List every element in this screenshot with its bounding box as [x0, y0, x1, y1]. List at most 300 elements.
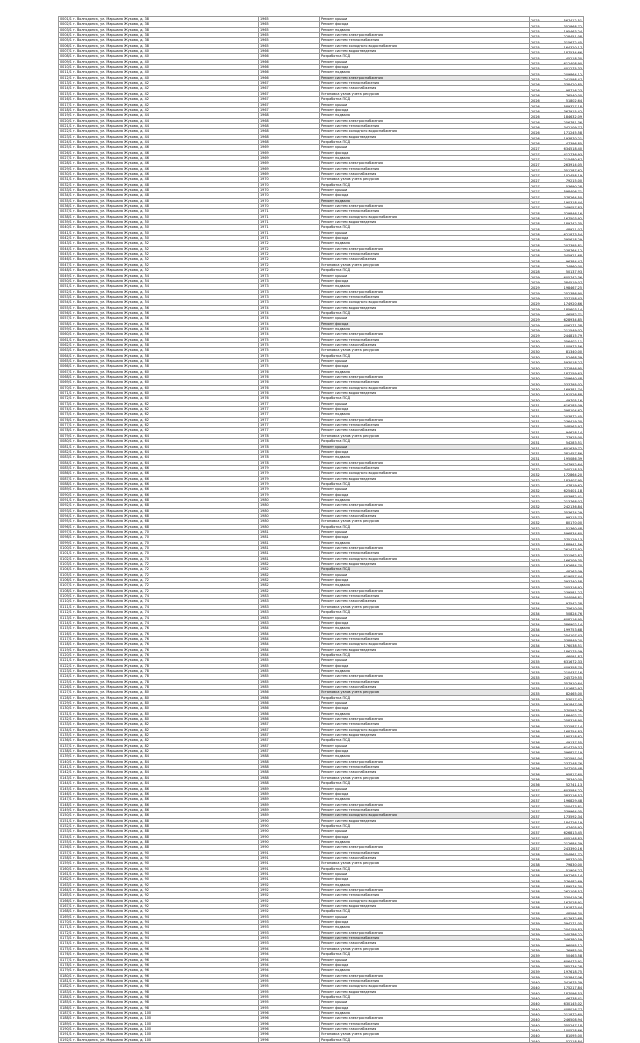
- address-cell: 0001/1 г. Волгодонск, ул. Маршала Жукова, д. 38: [59, 17, 259, 22]
- year-built-cell: 1975: [259, 359, 320, 364]
- plan-year: 2029: [531, 297, 540, 300]
- work-type-cell: Ремонт фасада: [320, 706, 530, 711]
- year-built-cell: 1979: [259, 492, 320, 497]
- work-type-cell: Ремонт фасада: [320, 107, 530, 112]
- work-type-cell: Ремонт крыши: [320, 359, 530, 364]
- address-cell: 0051/1 г. Волгодонск, ул. Маршала Жукова, д. 54: [59, 284, 259, 289]
- work-type-cell: Ремонт подвала: [320, 968, 530, 973]
- year-built-cell: 1966: [259, 49, 320, 54]
- plan-year: 2029: [531, 329, 540, 332]
- year-built-cell: 1974: [259, 326, 320, 331]
- work-type-cell: Ремонт систем электроснабжения: [320, 546, 530, 551]
- year-built-cell: 1965: [259, 17, 320, 22]
- cost-value: 210437,16: [563, 671, 582, 674]
- plan-year: 2032: [531, 473, 540, 477]
- cost-value: 589327,18: [563, 104, 582, 108]
- plan-year: 2026: [531, 131, 540, 135]
- cost-value: 398104,62: [563, 409, 582, 412]
- work-type-cell: Установка узлов учета ресурсов: [320, 348, 530, 353]
- year-built-cell: 1968: [259, 129, 320, 134]
- year-built-cell: 1974: [259, 310, 320, 315]
- address-cell: 0159/1 г. Волгодонск, ул. Маршала Жукова, д. 90: [59, 861, 259, 866]
- year-built-cell: 1984: [259, 626, 320, 631]
- year-built-cell: 1985: [259, 668, 320, 673]
- year-built-cell: 1993: [259, 936, 320, 941]
- cost-value: 80170,00: [565, 521, 582, 525]
- plan-year: 2030: [531, 382, 540, 386]
- work-type-cell: Ремонт крыши: [320, 59, 530, 64]
- plan-year: 2033: [531, 553, 540, 557]
- address-cell: 0160/1 г. Волгодонск, ул. Маршала Жукова, д. 90: [59, 866, 259, 871]
- address-cell: 0019/1 г. Волгодонск, ул. Маршала Жукова, д. 44: [59, 113, 259, 118]
- address-cell: 0128/1 г. Волгодонск, ул. Маршала Жукова, д. 80: [59, 695, 259, 700]
- cost-value: 211549,02: [563, 329, 582, 332]
- year-built-cell: 1975: [259, 337, 320, 342]
- work-type-cell: Ремонт фасада: [320, 877, 530, 882]
- address-cell: 0093/1 г. Волгодонск, ул. Маршала Жукова, д. 68: [59, 508, 259, 513]
- work-type-cell: Ремонт систем теплоснабжения: [320, 978, 530, 983]
- work-type-cell: Ремонт систем газоснабжения: [320, 86, 530, 91]
- work-type-cell: Ремонт фасада: [320, 1005, 530, 1010]
- cost-value: 244815,79: [563, 334, 582, 338]
- plan-year: 2026: [531, 104, 540, 108]
- cost-value: 408016,77: [563, 1007, 582, 1011]
- year-built-cell: 1977: [259, 428, 320, 433]
- plan-year: 2038: [531, 879, 540, 883]
- year-built-cell: 1973: [259, 278, 320, 283]
- cost-value: 49705,16: [565, 398, 582, 402]
- year-built-cell: 1967: [259, 97, 320, 102]
- cost-value: 338849,20: [563, 639, 582, 642]
- work-type-cell: Ремонт подвала: [320, 1010, 530, 1015]
- address-cell: 0080/1 г. Волгодонск, ул. Маршала Жукова, д. 64: [59, 439, 259, 444]
- year-built-cell: 1987: [259, 722, 320, 727]
- address-cell: 0022/1 г. Волгодонск, ул. Маршала Жукова, д. 44: [59, 129, 259, 134]
- address-cell: 0004/1 г. Волгодонск, ул. Маршала Жукова, д. 38: [59, 33, 259, 38]
- work-type-cell: Ремонт систем теплоснабжения: [320, 38, 530, 43]
- work-type-cell: Ремонт систем теплоснабжения: [320, 252, 530, 257]
- plan-year: 2029: [531, 307, 540, 311]
- cost-value: 172864,20: [563, 473, 582, 477]
- plan-year: 2032: [531, 500, 540, 503]
- work-type-cell: Ремонт подвала: [320, 284, 530, 289]
- address-cell: 0137/1 г. Волгодонск, ул. Маршала Жукова, д. 82: [59, 743, 259, 748]
- address-cell: 0046/1 г. Волгодонск, ул. Маршала Жукова, д. 52: [59, 257, 259, 262]
- work-type-cell: Ремонт систем теплоснабжения: [320, 594, 530, 599]
- year-built-cell: 1978: [259, 455, 320, 460]
- plan-year: 2036: [531, 745, 540, 749]
- cost-value: 403982,41: [563, 494, 582, 498]
- work-type-cell: Разработка ПСД: [320, 781, 530, 786]
- year-built-cell: 1989: [259, 813, 320, 818]
- work-type-cell: Ремонт подвала: [320, 583, 530, 588]
- work-type-cell: Ремонт систем электроснабжения: [320, 503, 530, 508]
- year-built-cell: 1984: [259, 647, 320, 652]
- cost-value: 332587,14: [563, 724, 582, 728]
- plan-year: 2037: [531, 847, 540, 851]
- plan-year: 2032: [531, 494, 540, 498]
- address-cell: 0158/1 г. Волгодонск, ул. Маршала Жукова, д. 90: [59, 855, 259, 860]
- plan-year: 2033: [531, 537, 540, 541]
- work-type-cell: Ремонт подвала: [320, 369, 530, 374]
- year-built-cell: 1989: [259, 807, 320, 812]
- address-cell: 0151/1 г. Волгодонск, ул. Маршала Жукова, д. 88: [59, 818, 259, 823]
- address-cell: 0048/1 г. Волгодонск, ул. Маршала Жукова, д. 52: [59, 268, 259, 273]
- address-cell: 0086/1 г. Волгодонск, ул. Маршала Жукова, д. 66: [59, 471, 259, 476]
- address-cell: 0055/1 г. Волгодонск, ул. Маршала Жукова, д. 56: [59, 305, 259, 310]
- address-cell: 0180/1 г. Волгодонск, ул. Маршала Жукова, д. 96: [59, 973, 259, 978]
- address-cell: 0079/1 г. Волгодонск, ул. Маршала Жукова, д. 64: [59, 433, 259, 438]
- work-type-cell: Разработка ПСД: [320, 396, 530, 401]
- plan-year: 2028: [531, 254, 540, 257]
- cost-value: 171245,58: [563, 131, 582, 135]
- plan-year: 2036: [531, 729, 540, 733]
- address-cell: 0176/1 г. Волгодонск, ул. Маршала Жукова, д. 96: [59, 952, 259, 957]
- year-built-cell: 1969: [259, 171, 320, 176]
- plan-year: 2038: [531, 906, 540, 909]
- cost-value: 603584,22: [563, 788, 582, 792]
- cost-value: 189742,35: [563, 222, 582, 225]
- address-cell: 0116/1 г. Волгодонск, ул. Маршала Жукова, д. 76: [59, 631, 259, 636]
- year-built-cell: 1969: [259, 145, 320, 150]
- cost-value: 98370,05: [565, 858, 582, 861]
- address-cell: 0140/1 г. Волгодонск, ул. Маршала Жукова, д. 84: [59, 759, 259, 764]
- plan-year: 2027: [531, 190, 540, 193]
- work-type-cell: Ремонт систем теплоснабжения: [320, 81, 530, 86]
- address-cell: 0188/1 г. Волгодонск, ул. Маршала Жукова, д. 100: [59, 1016, 259, 1021]
- plan-year: 2028: [531, 264, 540, 268]
- cost-value: 76985,00: [565, 948, 582, 952]
- cost-value: 188941,56: [563, 542, 582, 546]
- plan-year: 2038: [531, 863, 540, 867]
- plan-year: 2040: [531, 1007, 540, 1011]
- table-body: [59, 17, 584, 1043]
- year-built-cell: 1970: [259, 193, 320, 198]
- work-type-cell: Ремонт систем газоснабжения: [320, 171, 530, 176]
- year-built-cell: 1986: [259, 701, 320, 706]
- address-cell: 0111/1 г. Волгодонск, ул. Маршала Жукова, д. 74: [59, 604, 259, 609]
- cost-value: 263914,05: [563, 163, 582, 167]
- address-cell: 0171/1 г. Волгодонск, ул. Маршала Жукова, д. 94: [59, 925, 259, 930]
- plan-year: 2031: [531, 403, 540, 407]
- plan-year: 2029: [531, 286, 540, 290]
- year-built-cell: 1976: [259, 369, 320, 374]
- year-built-cell: 1989: [259, 791, 320, 796]
- cost-value: 102458,19: [563, 174, 582, 177]
- plan-year: 2029: [531, 323, 540, 327]
- address-cell: 0167/1 г. Волгодонск, ул. Маршала Жукова, д. 92: [59, 904, 259, 909]
- year-built-cell: 1982: [259, 588, 320, 593]
- address-cell: 0114/1 г. Волгодонск, ул. Маршала Жукова, д. 74: [59, 620, 259, 625]
- plan-year: 2037: [531, 788, 540, 792]
- work-type-cell: Ремонт фасада: [320, 620, 530, 625]
- plan-year: 2029: [531, 291, 540, 295]
- year-built-cell: 1968: [259, 118, 320, 123]
- address-cell: 0170/1 г. Волгодонск, ул. Маршала Жукова, д. 94: [59, 920, 259, 925]
- address-cell: 0131/1 г. Волгодонск, ул. Маршала Жукова, д. 80: [59, 711, 259, 716]
- year-built-cell: 1974: [259, 316, 320, 321]
- address-cell: 0125/1 г. Волгодонск, ул. Маршала Жукова, д. 78: [59, 679, 259, 684]
- address-cell: 0092/1 г. Волгодонск, ул. Маршала Жукова, д. 68: [59, 503, 259, 508]
- cost-value: 195086,39: [563, 457, 582, 461]
- address-cell: 0063/1 г. Волгодонск, ул. Маршала Жукова, д. 58: [59, 348, 259, 353]
- address-cell: 0108/1 г. Волгодонск, ул. Маршала Жукова, д. 72: [59, 588, 259, 593]
- address-cell: 0097/1 г. Волгодонск, ул. Маршала Жукова, д. 70: [59, 530, 259, 535]
- work-type-cell: Ремонт фасада: [320, 578, 530, 583]
- work-type-cell: Ремонт систем электроснабжения: [320, 118, 530, 123]
- plan-year: 2034: [531, 649, 540, 653]
- cost-value: 395618,29: [563, 238, 582, 241]
- plan-year: 2036: [531, 735, 540, 738]
- address-cell: 0168/1 г. Волгодонск, ул. Маршала Жукова, д. 92: [59, 909, 259, 914]
- cost-value: 184632,09: [563, 115, 582, 119]
- cost-value: 203872,45: [563, 414, 582, 418]
- address-cell: 0057/1 г. Волгодонск, ул. Маршала Жукова, д. 56: [59, 316, 259, 321]
- year-built-cell: 1996: [259, 1016, 320, 1021]
- cost-value: 338420,85: [563, 83, 582, 86]
- cost-value: 401275,33: [563, 67, 582, 70]
- address-cell: 0076/1 г. Волгодонск, ул. Маршала Жукова, д. 62: [59, 417, 259, 422]
- year-built-cell: 1974: [259, 305, 320, 310]
- plan-year: 2039: [531, 965, 540, 968]
- plan-year: 2040: [531, 1034, 540, 1038]
- year-built-cell: 1965: [259, 38, 320, 43]
- plan-year: 2039: [531, 975, 540, 979]
- cost-value: 249057,83: [563, 206, 582, 209]
- plan-year: 2027: [531, 163, 540, 167]
- year-built-cell: 1978: [259, 439, 320, 444]
- year-built-cell: 1965: [259, 33, 320, 38]
- year-built-cell: 1988: [259, 759, 320, 764]
- cost-value: 49137,55: [565, 740, 582, 744]
- address-cell: 0149/1 г. Волгодонск, ул. Маршала Жукова, д. 86: [59, 807, 259, 812]
- cost-value: 243390,16: [563, 847, 582, 851]
- address-cell: 0066/1 г. Волгодонск, ул. Маршала Жукова, д. 58: [59, 364, 259, 369]
- year-built-cell: 1982: [259, 572, 320, 577]
- work-type-cell: Ремонт систем электроснабжения: [320, 332, 530, 337]
- plan-year: 2025: [531, 24, 540, 28]
- cost-value: 253847,06: [563, 975, 582, 979]
- cost-value: 409358,70: [563, 665, 582, 669]
- work-type-cell: Разработка ПСД: [320, 695, 530, 700]
- work-type-cell: Разработка ПСД: [320, 567, 530, 572]
- plan-year: 2039: [531, 948, 540, 952]
- work-type-cell: Ремонт систем газоснабжения: [320, 1026, 530, 1031]
- work-type-cell: Ремонт систем водоотведения: [320, 989, 530, 994]
- work-type-cell: Установка узлов учета ресурсов: [320, 91, 530, 96]
- year-built-cell: 1991: [259, 850, 320, 855]
- plan-year: 2038: [531, 900, 540, 904]
- cost-value: 48263,09: [565, 569, 582, 573]
- address-cell: 0130/1 г. Волгодонск, ул. Маршала Жукова, д. 80: [59, 706, 259, 711]
- address-cell: 0178/1 г. Волгодонск, ул. Маршала Жукова, д. 96: [59, 962, 259, 967]
- work-type-cell: Ремонт систем электроснабжения: [320, 33, 530, 38]
- year-built-cell: 1995: [259, 1000, 320, 1005]
- year-built-cell: 1966: [259, 65, 320, 70]
- address-cell: 0106/1 г. Волгодонск, ул. Маршала Жукова, д. 72: [59, 578, 259, 583]
- address-cell: 0032/1 г. Волгодонск, ул. Маршала Жукова, д. 48: [59, 182, 259, 187]
- address-cell: 0014/1 г. Волгодонск, ул. Маршала Жукова, д. 42: [59, 86, 259, 91]
- year-built-cell: 1982: [259, 567, 320, 572]
- plan-year: 2038: [531, 890, 540, 893]
- cost-value: 209864,12: [563, 72, 582, 76]
- address-cell: 0127/1 г. Волгодонск, ул. Маршала Жукова, д. 80: [59, 690, 259, 695]
- plan-year: 2033: [531, 542, 540, 546]
- work-type-cell: Ремонт крыши: [320, 145, 530, 150]
- plan-year: 2036: [531, 740, 540, 744]
- cost-value: 241598,47: [563, 77, 582, 81]
- cost-value: 630145,02: [563, 1002, 582, 1006]
- work-type-cell: Ремонт фасада: [320, 364, 530, 369]
- plan-year: 2032: [531, 516, 540, 519]
- year-built-cell: 1985: [259, 663, 320, 668]
- work-type-cell: Ремонт фасада: [320, 65, 530, 70]
- year-built-cell: 1985: [259, 658, 320, 663]
- work-type-cell: Ремонт систем водоотведения: [320, 49, 530, 54]
- address-cell: 0150/1 г. Волгодонск, ул. Маршала Жукова, д. 86: [59, 813, 259, 818]
- plan-year: 2031: [531, 462, 540, 466]
- address-cell: 0061/1 г. Волгодонск, ул. Маршала Жукова, д. 58: [59, 337, 259, 342]
- work-type-cell: Ремонт систем теплоснабжения: [320, 123, 530, 128]
- address-cell: 0007/1 г. Волгодонск, ул. Маршала Жукова, д. 40: [59, 49, 259, 54]
- plan-year: 2039: [531, 932, 540, 936]
- year-built-cell: 1995: [259, 989, 320, 994]
- cost-value: 621873,54: [563, 232, 582, 236]
- cost-value: 211872,60: [563, 1013, 582, 1016]
- work-type-cell: Разработка ПСД: [320, 952, 530, 957]
- plan-year: 2034: [531, 596, 540, 599]
- plan-year: 2035: [531, 697, 540, 701]
- work-type-cell: Ремонт фасада: [320, 278, 530, 283]
- address-cell: 0096/1 г. Волгодонск, ул. Маршала Жукова, д. 68: [59, 524, 259, 529]
- year-built-cell: 1991: [259, 855, 320, 860]
- plan-year: 2035: [531, 703, 540, 706]
- address-cell: 0094/1 г. Волгодонск, ул. Маршала Жукова, д. 68: [59, 513, 259, 518]
- address-cell: 0145/1 г. Волгодонск, ул. Маршала Жукова, д. 86: [59, 786, 259, 791]
- plan-year: 2032: [531, 484, 540, 487]
- year-built-cell: 1973: [259, 284, 320, 289]
- work-type-cell: Ремонт крыши: [320, 444, 530, 449]
- year-built-cell: 1989: [259, 786, 320, 791]
- year-built-cell: 1993: [259, 920, 320, 925]
- address-cell: 0030/1 г. Волгодонск, ул. Маршала Жукова, д. 46: [59, 171, 259, 176]
- address-cell: 0164/1 г. Волгодонск, ул. Маршала Жукова, д. 92: [59, 888, 259, 893]
- plan-year: 2034: [531, 601, 540, 605]
- year-built-cell: 1995: [259, 984, 320, 989]
- address-cell: 0107/1 г. Волгодонск, ул. Маршала Жукова, д. 72: [59, 583, 259, 588]
- cost-value: 598406,71: [563, 190, 582, 193]
- plan-year: 2038: [531, 852, 540, 856]
- work-type-cell: Ремонт систем газоснабжения: [320, 855, 530, 860]
- address-cell: 0035/1 г. Волгодонск, ул. Маршала Жукова, д. 48: [59, 198, 259, 203]
- year-built-cell: 1978: [259, 444, 320, 449]
- year-built-cell: 1985: [259, 684, 320, 689]
- year-built-cell: 1968: [259, 113, 320, 118]
- plan-year: 2032: [531, 505, 540, 509]
- year-built-cell: 1969: [259, 161, 320, 166]
- plan-year: 2029: [531, 281, 540, 284]
- work-type-cell: Ремонт подвала: [320, 412, 530, 417]
- address-cell: 0060/1 г. Волгодонск, ул. Маршала Жукова, д. 56: [59, 332, 259, 337]
- cost-value: 199753,68: [563, 628, 582, 632]
- year-built-cell: 1977: [259, 417, 320, 422]
- address-cell: 0077/1 г. Волгодонск, ул. Маршала Жукова, д. 62: [59, 423, 259, 428]
- year-built-cell: 1977: [259, 423, 320, 428]
- work-type-cell: Ремонт крыши: [320, 829, 530, 834]
- plan-year: 2025: [531, 56, 540, 60]
- year-built-cell: 1966: [259, 59, 320, 64]
- cost-value: 185603,14: [563, 307, 582, 311]
- cost-value: 616285,09: [563, 403, 582, 407]
- plan-year: 2038: [531, 895, 540, 899]
- cost-value: 187096,53: [563, 991, 582, 995]
- address-cell: 0029/1 г. Волгодонск, ул. Маршала Жукова, д. 46: [59, 166, 259, 171]
- work-type-cell: Ремонт систем электроснабжения: [320, 460, 530, 465]
- plan-year: 2037: [531, 836, 540, 840]
- work-type-cell: Ремонт крыши: [320, 786, 530, 791]
- work-type-cell: Ремонт систем теплоснабжения: [320, 551, 530, 556]
- plan-year: 2039: [531, 954, 540, 957]
- year-built-cell: 1988: [259, 765, 320, 770]
- year-built-cell: 1986: [259, 711, 320, 716]
- plan-year: 2030: [531, 377, 540, 380]
- cost-value: 204159,83: [563, 927, 582, 931]
- cost-value: 617932,68: [563, 916, 582, 920]
- plan-year: 2031: [531, 409, 540, 412]
- year-built-cell: 1970: [259, 198, 320, 203]
- cost-value: 393740,58: [563, 580, 582, 583]
- work-type-cell: Ремонт фасада: [320, 236, 530, 241]
- year-built-cell: 1965: [259, 43, 320, 48]
- year-built-cell: 1968: [259, 123, 320, 128]
- address-cell: 0186/1 г. Волгодонск, ул. Маршала Жукова, д. 98: [59, 1005, 259, 1010]
- cost-value: 52218,84: [565, 1039, 582, 1043]
- address-cell: 0056/1 г. Волгодонск, ул. Маршала Жукова, д. 56: [59, 310, 259, 315]
- plan-year: 2030: [531, 361, 540, 364]
- plan-year: 2031: [531, 425, 540, 428]
- work-type-cell: Установка узлов учета ресурсов: [320, 433, 530, 438]
- address-cell: 0117/1 г. Волгодонск, ул. Маршала Жукова, д. 76: [59, 636, 259, 641]
- cost-value: 47396,85: [565, 142, 582, 145]
- plan-year: 2036: [531, 772, 540, 776]
- cost-value: 376482,69: [563, 879, 582, 883]
- work-type-cell: Ремонт крыши: [320, 743, 530, 748]
- cost-value: 601639,72: [563, 446, 582, 450]
- cost-value: 94628,14: [565, 430, 582, 434]
- plan-year: 2040: [531, 1018, 540, 1022]
- cost-value: 405148,83: [563, 836, 582, 840]
- year-built-cell: 1987: [259, 727, 320, 732]
- address-cell: 0078/1 г. Волгодонск, ул. Маршала Жукова, д. 62: [59, 428, 259, 433]
- cost-value: 596834,60: [563, 532, 582, 535]
- year-built-cell: 1989: [259, 802, 320, 807]
- plan-year: 2032: [531, 526, 540, 530]
- plan-year: 2028: [531, 270, 540, 273]
- plan-year: 2030: [531, 387, 540, 391]
- address-cell: 0163/1 г. Волгодонск, ул. Маршала Жукова, д. 92: [59, 882, 259, 887]
- plan-year: 2035: [531, 708, 540, 712]
- year-built-cell: 1983: [259, 594, 320, 599]
- address-cell: 0113/1 г. Волгодонск, ул. Маршала Жукова, д. 74: [59, 615, 259, 620]
- year-built-cell: 1966: [259, 54, 320, 59]
- work-type-cell: Ремонт крыши: [320, 273, 530, 278]
- plan-year: 2030: [531, 345, 540, 348]
- plan-year: 2025: [531, 29, 540, 33]
- work-type-cell: Разработка ПСД: [320, 268, 530, 273]
- address-cell: 0144/1 г. Волгодонск, ул. Маршала Жукова, д. 84: [59, 781, 259, 786]
- cost-value: 239581,27: [563, 590, 582, 594]
- year-built-cell: 1970: [259, 188, 320, 193]
